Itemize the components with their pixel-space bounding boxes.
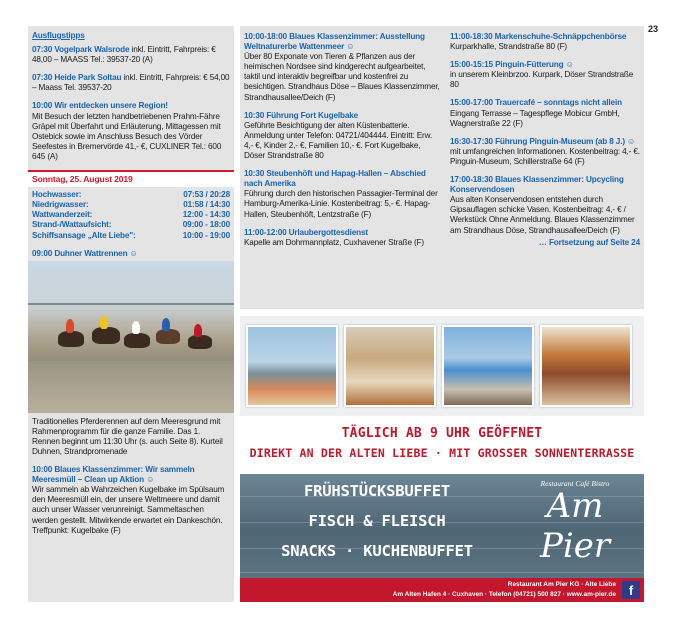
- tide-value: 10:00 - 19:00: [182, 230, 230, 240]
- event-text: Traditionelles Pferderennen auf dem Meeresgrund mit Rahmenprogramm für die ganze Familie. Das 1. Rennen beginnt um 11:30 Uhr (s. auch Seite 8). Kurteil Duhnen, Strandpromenade: [32, 416, 223, 456]
- date-bar: [28, 170, 234, 187]
- event-heading: 17:00-18:30 Blaues Klassenzimmer: Upcycling Konservendosen: [450, 175, 624, 195]
- event-heading: 10:30 Führung Fort Kugelbake: [244, 110, 359, 120]
- tide-label: Wattwanderzeit:: [32, 210, 93, 220]
- event-entry: [244, 111, 442, 161]
- event-text: Kapelle am Dohrmannplatz, Cuxhavener Straße (F): [244, 237, 424, 247]
- column-middle: [240, 26, 446, 309]
- wet-sand: [28, 361, 234, 413]
- event-text: Über 80 Exponate von Tieren & Pflanzen aus der heimischen Nordsee sind kindgerecht aufgearbeitet, taktil und interaktiv begreifbar und kostenfrei zu besichtigen. Strandhaus Döse – Blaues Klassenzimmer, Strandhausallee/Deich (F): [244, 52, 440, 102]
- event-entry: [32, 73, 230, 93]
- ad-photo-interior: [540, 325, 632, 407]
- event-entry: [32, 101, 230, 162]
- tide-row: [32, 231, 230, 241]
- ad-menu-item: SNACKS · KUCHENBUFFET: [281, 542, 473, 560]
- ad-location-line: DIREKT AN DER ALTEN LIEBE · MIT GROSSER SONNENTERRASSE: [249, 446, 635, 460]
- event-entry: [32, 45, 230, 65]
- event-entry: [244, 228, 442, 248]
- ad-footer-address: Am Alten Hafen 4 · Cuxhaven · Telefon (04721) 500 827 · www.am-pier.de: [392, 591, 616, 598]
- event-entry: [244, 32, 442, 103]
- event-text: Mit Besuch der letzten handbetriebenen Prahm-Fähre Gräpel mit Überfahrt und Erläuterung, Mittagessen mit Ostebick sowie im Anschluss Besuch des Vörder Seefestes in Bremervörde 41,- €, CUXLINER Tel.: 600 645 (A): [32, 111, 222, 161]
- event-entry: [450, 60, 640, 90]
- event-entry: [32, 465, 230, 536]
- plank-line: [240, 572, 644, 573]
- horse-shape: [124, 333, 150, 348]
- tide-row: [32, 210, 230, 220]
- tide-label: Schiffsansage „Alte Liebe":: [32, 230, 136, 240]
- event-entry: [450, 32, 640, 52]
- ad-photo-pier: [246, 325, 338, 407]
- restaurant-advertisement: [240, 316, 644, 602]
- event-heading: 11:00-18:30 Markenschuhe-Schnäppchenbörse: [450, 32, 627, 41]
- event-text: in unserem Kleinbrzoo. Kurpark, Döser Strandstraße 80: [450, 70, 634, 90]
- tide-value: 12:00 - 14:30: [182, 210, 230, 220]
- event-text: Geführte Besichtigung der alten Küstenbatterie. Anmeldung unter Telefon: 04721/404444. Eintritt: Erw. 4,- €, Kinder 2,- €, Familien 10,- €. Fort Kugelbake, Döser Strandstraße 80: [244, 120, 433, 161]
- event-text: Führung durch den historischen Passagier-Terminal der Hamburg-Amerika-Linie. Kostenbeitrag: 5,- €. Hapag-Hallen, Steubenhöft, Lentzstraße (F): [244, 189, 438, 219]
- rider-shape: [194, 324, 202, 337]
- event-heading: 11:00-12:00 Urlaubergottesdienst: [244, 227, 368, 237]
- event-heading: 07:30 Vogelpark Walsrode: [32, 45, 130, 55]
- event-heading: 10:30 Steubenhöft und Hapag-Hallen – Abschied nach Amerika: [244, 169, 426, 189]
- tide-label: Hochwasser:: [32, 190, 82, 200]
- event-heading: 16:30-17:30 Führung Pinguin-Museum (ab 8 J.) ☺: [450, 136, 636, 146]
- ad-logo: Am Pier: [539, 486, 611, 566]
- event-text: Eingang Terrasse – Tagespflege Mobicur GmbH, Wagnerstraße 22 (F): [450, 108, 620, 128]
- rider-shape: [132, 321, 140, 334]
- ad-menu-item: FISCH & FLEISCH: [308, 512, 446, 530]
- tide-table: [32, 190, 230, 240]
- event-heading: 09:00 Duhner Wattrennen ☺: [32, 248, 138, 258]
- ad-photo-terrace: [442, 325, 534, 407]
- tide-label: Niedrigwasser:: [32, 200, 89, 210]
- facebook-icon[interactable]: f: [622, 581, 640, 599]
- event-text: Aus alten Konservendosen entstehen durch Gipsauflagen schicke Vasen. Kostenbeitrag: 4,- € / Werkstück Ohne Anmeldung. Blaues Klassenzimmer am Strandhaus Döse, Strandhausallee/Deich (F): [450, 195, 635, 235]
- horse-shape: [58, 331, 84, 347]
- event-heading: 10:00 Blaues Klassenzimmer: Wir sammeln Meeresmüll – Clean up Aktion ☺: [32, 465, 195, 485]
- event-heading: 15:00-15:15 Pinguin-Fütterung ☺: [450, 60, 574, 70]
- ad-photo-breakfast: [344, 325, 436, 407]
- tide-row: [32, 220, 230, 230]
- event-entry: [450, 175, 640, 236]
- date-heading: Sonntag, 25. August 2019: [32, 174, 133, 185]
- tide-row: [32, 200, 230, 210]
- ad-logo-subtitle: Restaurant Café Bistro: [540, 479, 610, 488]
- tide-value: 01:58 / 14:30: [183, 200, 230, 210]
- horse-shape: [156, 329, 180, 344]
- event-text: inkl. Eintritt, Fahrpreis: € 48,00 – MAASS Tel.: 39537-20 (A): [32, 45, 216, 65]
- event-entry: [244, 169, 442, 219]
- rider-shape: [162, 318, 170, 331]
- event-text: inkl. Eintritt, Fahrpreis: € 54,00 – Maass Tel. 39537-20: [32, 73, 230, 93]
- horse-race-photo: [28, 261, 234, 413]
- tide-label: Strand-/Wattaufsicht:: [32, 220, 112, 230]
- event-heading: 07:30 Heide Park Soltau: [32, 73, 122, 83]
- ad-footer-name: Restaurant Am Pier KG · Alte Liebe: [507, 581, 616, 588]
- event-heading: 10:00-18:00 Blaues Klassenzimmer: Ausstellung Weltnaturerbe Wattenmeer ☺: [244, 32, 425, 52]
- section-title: Ausflugstipps: [32, 31, 85, 40]
- ad-photo-strip: [240, 316, 644, 416]
- horse-shape: [92, 327, 120, 344]
- rider-shape: [100, 316, 108, 329]
- event-text: mit umfangreichen Informationen. Kostenbeitrag: 4,- €. Pinguin-Museum, Schillerstraße 64 (F): [450, 146, 640, 166]
- horizon-line: [28, 303, 234, 305]
- tide-value: 07:53 / 20:28: [183, 190, 230, 200]
- ad-menu-item: FRÜHSTÜCKSBUFFET: [303, 482, 451, 500]
- continued-link[interactable]: … Fortsetzung auf Seite 24: [538, 237, 640, 247]
- event-heading: 10:00 Wir entdecken unsere Region!: [32, 101, 168, 111]
- tide-row: [32, 190, 230, 200]
- event-text: Kurparkhalle, Strandstraße 80 (F): [450, 42, 568, 52]
- event-entry: [450, 98, 640, 128]
- column-right: [446, 26, 644, 309]
- horse-shape: [188, 335, 212, 349]
- column-left: [28, 26, 234, 602]
- event-text: Wir sammeln ab Wahrzeichen Kugelbake im Spülsaum den Meeresmüll ein, der unsere Weltmeere und damit auch unser Wasser verunreinigt. Sammeltaschen werden gestellt. Mitwirkende erwartet ein Dankeschön. Treffpunkt: Kugelbake (F): [32, 485, 225, 535]
- ad-opening-hours: TÄGLICH AB 9 UHR GEÖFFNET: [341, 426, 543, 441]
- tide-value: 09:00 - 18:00: [182, 220, 230, 230]
- page-number: 23: [647, 24, 658, 34]
- ad-footer: [240, 578, 644, 602]
- event-entry: [450, 137, 640, 167]
- event-heading: 15:00-17:00 Trauercafé – sonntags nicht allein: [450, 98, 622, 108]
- rider-shape: [66, 319, 74, 333]
